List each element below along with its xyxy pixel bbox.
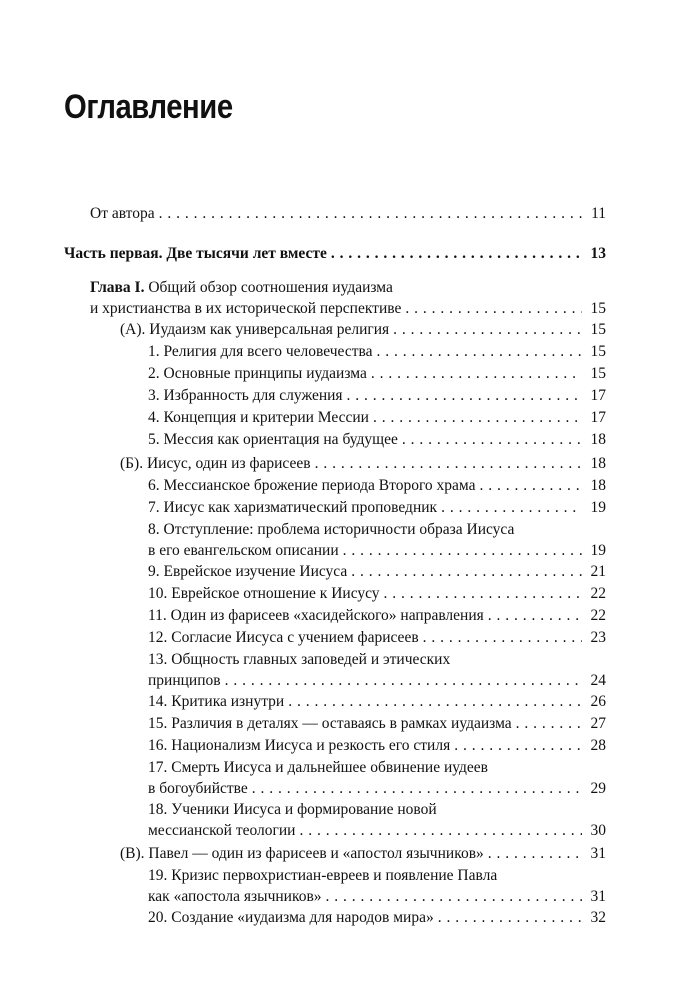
toc-entry-title: мессианской теологии <box>148 822 296 839</box>
dot-leader <box>331 243 582 264</box>
toc-entry[interactable] <box>64 243 606 264</box>
chapter-prefix: Глава I. <box>90 279 149 296</box>
toc-entry-title: 5. Мессия как ориентация на будущее <box>148 431 398 448</box>
toc-page-number: 29 <box>590 780 606 797</box>
toc-entry[interactable] <box>148 385 606 406</box>
dot-leader <box>402 429 582 450</box>
toc-entry-title: 14. Критика изнутри <box>148 693 285 710</box>
toc-page-number: 27 <box>590 715 606 732</box>
dot-leader <box>371 363 582 384</box>
dot-leader <box>343 540 582 561</box>
toc-page-number: 31 <box>590 888 606 905</box>
toc-entry[interactable] <box>148 649 606 691</box>
toc-entry-title: и христианства в их исторической перспективе <box>90 300 402 317</box>
toc-entry-title: как «апостола язычников» <box>148 888 322 905</box>
dot-leader <box>441 497 582 518</box>
toc-entry-title: Часть первая. Две тысячи лет вместе <box>64 245 327 262</box>
toc-entry-title: 6. Мессианское брожение периода Второго храма <box>148 477 476 494</box>
toc-entry-title: Общий обзор соотношения иудаизма <box>148 279 393 296</box>
dot-leader <box>454 735 582 756</box>
dot-leader <box>299 820 582 841</box>
dot-leader <box>252 778 582 799</box>
toc-entry-title: 1. Религия для всего человечества <box>148 343 373 360</box>
toc-entry[interactable] <box>148 605 606 626</box>
toc-page-number: 23 <box>590 629 606 646</box>
toc-entry[interactable] <box>148 429 606 450</box>
dot-leader <box>480 475 583 496</box>
toc-entry[interactable] <box>148 799 606 841</box>
toc-page-number: 26 <box>590 693 606 710</box>
toc-entry-title: 7. Иисус как харизматический проповедник <box>148 499 438 516</box>
dot-leader <box>516 713 582 734</box>
toc-page-number: 21 <box>590 563 606 580</box>
dot-leader <box>315 453 582 474</box>
toc-page-number: 30 <box>590 822 606 839</box>
toc-entry[interactable] <box>120 843 606 864</box>
toc-page-number: 28 <box>590 737 606 754</box>
toc-entry[interactable] <box>90 203 606 224</box>
toc-page-number: 15 <box>590 300 606 317</box>
dot-leader <box>373 407 582 428</box>
dot-leader <box>488 605 582 626</box>
toc-entry-title: принципов <box>148 672 221 689</box>
dot-leader <box>488 843 582 864</box>
toc-entry[interactable] <box>148 363 606 384</box>
toc-entry-title: в его евангельском описании <box>148 542 339 559</box>
toc-page-number: 22 <box>590 607 606 624</box>
toc-entry[interactable] <box>148 865 606 907</box>
toc-entry-title: 19. Кризис первохристиан-евреев и появление Павла <box>148 867 498 884</box>
toc-entry[interactable] <box>120 319 606 340</box>
toc-entry-title: 13. Общность главных заповедей и этических <box>148 651 451 668</box>
dot-leader <box>288 691 582 712</box>
toc-entry[interactable] <box>148 497 606 518</box>
toc-entry-title: От автора <box>90 205 155 222</box>
dot-leader <box>225 670 582 691</box>
toc-entry-title: (Б). Иисус, один из фарисеев <box>120 455 311 472</box>
toc-entry-title: 17. Смерть Иисуса и дальнейшее обвинение иудеев <box>148 759 488 776</box>
toc-entry-title: 18. Ученики Иисуса и формирование новой <box>148 801 437 818</box>
toc-entry[interactable] <box>148 475 606 496</box>
toc-page-number: 31 <box>590 845 606 862</box>
toc-entry[interactable] <box>120 453 606 474</box>
dot-leader <box>347 385 582 406</box>
toc-entry[interactable] <box>148 691 606 712</box>
dot-leader <box>376 341 582 362</box>
toc-page-number: 22 <box>590 585 606 602</box>
toc-page-number: 18 <box>590 455 606 472</box>
dot-leader <box>384 583 582 604</box>
toc-page-number: 24 <box>590 672 606 689</box>
toc-page-number: 19 <box>590 542 606 559</box>
dot-leader <box>438 907 582 928</box>
toc-entry-title: в богоубийстве <box>148 780 248 797</box>
toc-entry-title: (А). Иудаизм как универсальная религия <box>120 321 390 338</box>
toc-page-number: 18 <box>590 431 606 448</box>
dot-leader <box>405 298 582 319</box>
dot-leader <box>159 203 582 224</box>
toc-entry[interactable] <box>148 407 606 428</box>
toc-entry[interactable] <box>148 583 606 604</box>
toc-entry[interactable] <box>148 341 606 362</box>
toc-entry[interactable] <box>90 277 606 319</box>
toc-entry[interactable] <box>148 519 606 561</box>
dot-leader <box>326 886 582 907</box>
toc-entry-title: 16. Национализм Иисуса и резкость его стиля <box>148 737 451 754</box>
toc-entry-title: 12. Согласие Иисуса с учением фарисеев <box>148 629 419 646</box>
toc-page-number: 19 <box>590 499 606 516</box>
toc-page-number: 13 <box>590 245 606 262</box>
toc-page-number: 32 <box>590 909 606 926</box>
toc-page-number: 18 <box>590 477 606 494</box>
toc-page-number: 15 <box>590 365 606 382</box>
dot-leader <box>393 319 582 340</box>
toc-entry-title: 2. Основные принципы иудаизма <box>148 365 367 382</box>
toc-entry[interactable] <box>148 713 606 734</box>
toc-page-number: 17 <box>590 409 606 426</box>
toc-entry-title: 4. Концепция и критерии Мессии <box>148 409 369 426</box>
dot-leader <box>351 561 582 582</box>
toc-entry-title: 11. Один из фарисеев «хасидейского» направления <box>148 607 484 624</box>
toc-page-number: 11 <box>591 205 606 222</box>
toc-page-number: 15 <box>590 321 606 338</box>
toc-entry[interactable] <box>148 735 606 756</box>
toc-page-number: 15 <box>590 343 606 360</box>
toc-entry-title: 15. Различия в деталях — оставаясь в рамках иудаизма <box>148 715 512 732</box>
toc-entry-title: 10. Еврейское отношение к Иисусу <box>148 585 380 602</box>
toc-entry[interactable] <box>148 627 606 648</box>
toc-entry-title: 3. Избранность для служения <box>148 387 343 404</box>
toc-entry-title: (В). Павел — один из фарисеев и «апостол язычников» <box>120 845 484 862</box>
dot-leader <box>423 627 582 648</box>
toc-entry-title: 9. Еврейское изучение Иисуса <box>148 563 348 580</box>
page-title: Оглавление <box>64 88 233 126</box>
toc-entry[interactable] <box>148 907 606 928</box>
toc-page-number: 17 <box>590 387 606 404</box>
toc-entry[interactable] <box>148 561 606 582</box>
toc-entry-title: 8. Отступление: проблема историчности образа Иисуса <box>148 521 515 538</box>
toc-entry[interactable] <box>148 757 606 799</box>
toc-entry-title: 20. Создание «иудаизма для народов мира» <box>148 909 434 926</box>
